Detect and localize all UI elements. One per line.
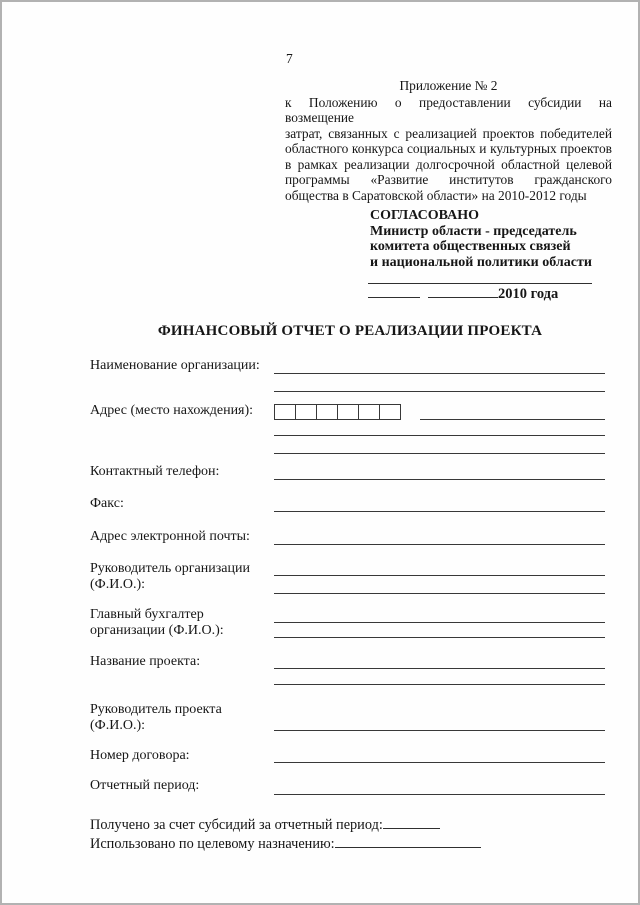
field-line xyxy=(274,748,605,763)
postal-code-grid xyxy=(274,403,605,420)
form-title: ФИНАНСОВЫЙ ОТЧЕТ О РЕАЛИЗАЦИИ ПРОЕКТА xyxy=(157,323,543,339)
field-row xyxy=(90,529,605,545)
field-line xyxy=(274,561,605,576)
summary-label: Использовано по целевому назначению: xyxy=(90,835,335,852)
field-label: Отчетный период: xyxy=(90,778,200,793)
approved-line: Министр области - председатель xyxy=(370,223,577,239)
field-row xyxy=(90,748,605,764)
year-label: 2010 года xyxy=(498,286,559,302)
field-line xyxy=(420,403,605,420)
appendix-line: к Положению о предоставлении субсидии на возмещение xyxy=(285,94,612,125)
field-area xyxy=(274,403,605,454)
appendix-line: областного конкурса социальных и культурных проектов xyxy=(285,141,612,156)
page-number: 7 xyxy=(286,51,293,66)
field-label: Главный бухгалтер организации (Ф.И.О.): xyxy=(90,607,224,638)
field-row xyxy=(90,358,605,392)
field-line xyxy=(274,654,605,669)
field-line xyxy=(274,623,605,638)
field-row xyxy=(90,654,605,685)
summary-line xyxy=(90,815,481,834)
field-label: Адрес (место нахождения): xyxy=(90,403,254,418)
field-label: Название проекта: xyxy=(90,654,201,669)
field-area xyxy=(274,358,605,392)
approved-line: комитета общественных связей xyxy=(370,239,571,255)
appendix-line: в рамках реализации долгосрочной областной целевой xyxy=(285,156,612,172)
field-area xyxy=(274,607,605,639)
field-area xyxy=(274,464,605,480)
field-label: Руководитель организации (Ф.И.О.): xyxy=(90,561,250,592)
field-label: Адрес электронной почты: xyxy=(90,529,250,544)
field-line xyxy=(274,436,605,454)
postal-box xyxy=(316,404,338,420)
appendix-line: общества в Саратовской области» на 2010-2012 годы xyxy=(285,187,587,203)
field-area xyxy=(274,496,605,512)
field-area xyxy=(274,778,605,795)
signature-line xyxy=(368,270,592,284)
field-label: Контактный телефон: xyxy=(90,464,220,479)
summary-blank xyxy=(383,815,440,829)
field-area xyxy=(274,702,605,734)
field-line xyxy=(274,358,605,374)
postal-box xyxy=(358,404,380,420)
field-line xyxy=(274,496,605,512)
field-line xyxy=(274,607,605,623)
field-label: Номер договора: xyxy=(90,748,190,763)
field-line xyxy=(274,420,605,436)
field-label: Руководитель проекта (Ф.И.О.): xyxy=(90,702,222,733)
appendix-block xyxy=(285,78,612,203)
appendix-title: Приложение № 2 xyxy=(399,78,498,93)
field-row xyxy=(90,778,605,795)
field-label: Факс: xyxy=(90,496,124,511)
approved-block xyxy=(370,208,612,270)
field-line xyxy=(274,576,605,594)
field-line xyxy=(274,669,605,685)
summary-block xyxy=(90,815,481,852)
field-line xyxy=(274,464,605,480)
field-row xyxy=(90,702,605,734)
summary-blank xyxy=(335,834,481,848)
appendix-line: затрат, связанных с реализацией проектов победителей xyxy=(285,125,612,141)
date-row xyxy=(368,284,558,303)
postal-box xyxy=(295,404,317,420)
date-blank xyxy=(368,284,420,298)
field-row xyxy=(90,607,605,639)
field-label: Наименование организации: xyxy=(90,358,260,373)
approved-line: и национальной политики области xyxy=(370,254,592,270)
summary-line xyxy=(90,834,481,853)
postal-box xyxy=(274,404,296,420)
field-area xyxy=(274,748,605,764)
field-area xyxy=(274,654,605,685)
date-blank xyxy=(428,284,498,298)
field-line xyxy=(274,702,605,731)
field-row xyxy=(90,464,605,480)
field-row xyxy=(90,496,605,512)
field-row xyxy=(90,561,605,594)
postal-box xyxy=(379,404,401,420)
field-area xyxy=(274,529,605,545)
appendix-line: программы «Развитие институтов гражданского xyxy=(285,172,612,187)
field-row xyxy=(90,403,605,454)
summary-label: Получено за счет субсидий за отчетный период: xyxy=(90,817,383,833)
field-line xyxy=(274,374,605,392)
field-line xyxy=(274,529,605,545)
postal-box xyxy=(337,404,359,420)
field-area xyxy=(274,561,605,594)
field-line xyxy=(274,778,605,795)
approved-heading: СОГЛАСОВАНО xyxy=(370,208,479,223)
